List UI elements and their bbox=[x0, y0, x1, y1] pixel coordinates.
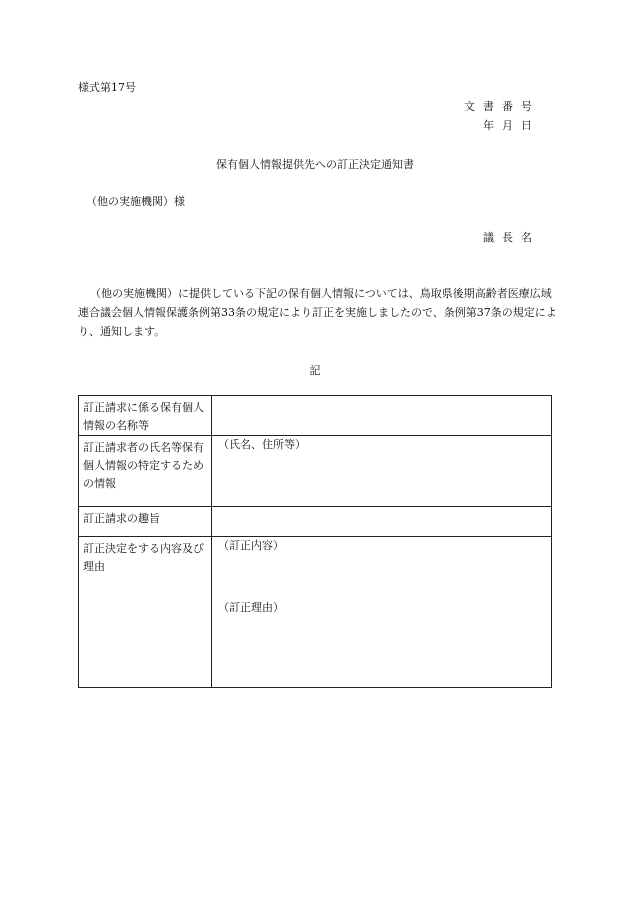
row-value-request-purpose bbox=[212, 507, 552, 537]
information-table bbox=[78, 395, 552, 688]
document-date-label: 年月日 bbox=[483, 119, 540, 132]
row-value-requester-info: （氏名、住所等） bbox=[212, 436, 552, 507]
row-label-request-purpose: 訂正請求の趣旨 bbox=[79, 507, 212, 537]
addressee: （他の実施機関）様 bbox=[86, 195, 185, 208]
table-row bbox=[79, 507, 552, 537]
table-row bbox=[79, 537, 552, 688]
table-row bbox=[79, 436, 552, 507]
correction-reason-label: （訂正理由） bbox=[218, 601, 284, 614]
correction-content-label: （訂正内容） bbox=[218, 539, 284, 552]
body-paragraph: （他の実施機関）に提供している下記の保有個人情報については、鳥取県後期高齢者医療広域連合議会個人情報保護条例第33条の規定により訂正を実施しましたので、条例第37条の規定により、通知します。 bbox=[78, 287, 557, 338]
table-row bbox=[79, 396, 552, 436]
row-value-info-name bbox=[212, 396, 552, 436]
form-number: 様式第17号 bbox=[78, 81, 136, 94]
spacer bbox=[218, 555, 545, 599]
row-value-decision-reason bbox=[212, 537, 552, 688]
document-number-label: 文書番号 bbox=[464, 100, 540, 113]
document-title: 保有個人情報提供先への訂正決定通知書 bbox=[216, 158, 414, 171]
sender-name: 議長名 bbox=[483, 231, 540, 244]
note-heading: 記 bbox=[309, 364, 321, 377]
row-label-info-name: 訂正請求に係る保有個人情報の名称等 bbox=[79, 396, 212, 436]
row-label-requester-info: 訂正請求者の氏名等保有個人情報の特定するための情報 bbox=[79, 436, 212, 507]
row-label-decision-reason: 訂正決定をする内容及び理由 bbox=[79, 537, 212, 688]
